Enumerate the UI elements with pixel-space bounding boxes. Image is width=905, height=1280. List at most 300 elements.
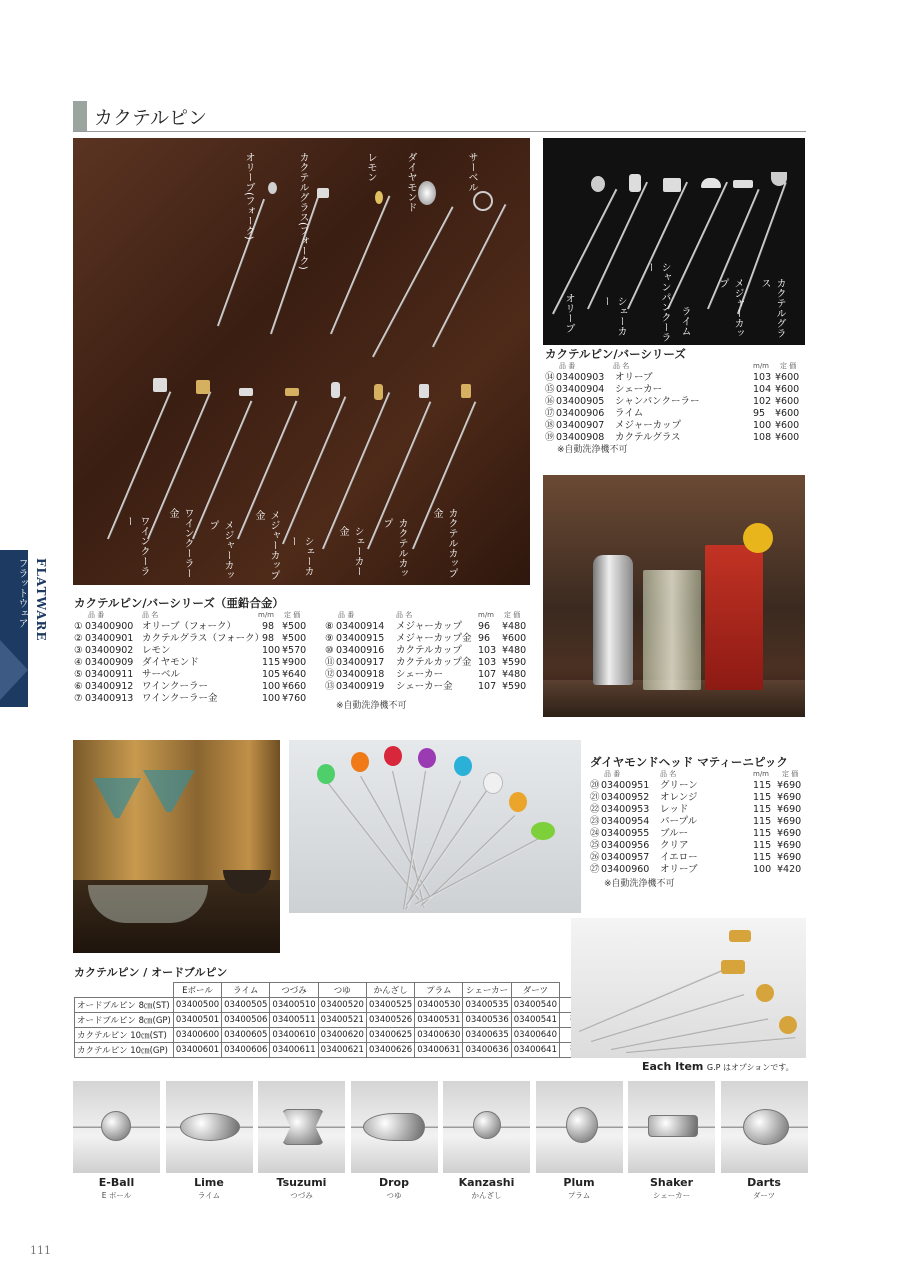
tab-label-jp: フラットウェア xyxy=(16,558,27,628)
hdr-code: 品 番 xyxy=(604,770,621,778)
head-name-en: Darts xyxy=(747,1176,781,1189)
head-name-jp: ダーツ xyxy=(752,1191,776,1200)
product-code: 03400956 xyxy=(601,840,650,851)
row-number: ⑩ xyxy=(325,645,334,656)
product-name: シェーカー xyxy=(615,384,663,395)
head-photo-e-ball xyxy=(73,1081,160,1173)
product-code: 03400635 xyxy=(463,1028,511,1043)
row-number: ⑬ xyxy=(325,681,335,692)
product-code: 03400505 xyxy=(222,998,270,1013)
darts-gold-head-icon xyxy=(729,930,751,942)
column-header: シェーカー xyxy=(463,983,511,998)
oad-table-wrap xyxy=(74,982,603,1058)
label-cocktail-glass-fork: カクテルグラス(フォーク) xyxy=(297,152,308,270)
row-number: ⑲ xyxy=(545,432,555,443)
product-name: サーベル xyxy=(142,669,181,680)
column-header: かんざし xyxy=(366,983,414,998)
row-number: ⑭ xyxy=(545,372,555,383)
spec-row xyxy=(590,816,808,828)
product-code: 03400511 xyxy=(270,1013,318,1028)
label-lime: ライム xyxy=(679,306,690,336)
label-cocktail-cup-gold: カクテルカップ金 xyxy=(431,508,457,578)
product-code: 03400917 xyxy=(336,657,385,668)
hdr-mm: m/m xyxy=(753,362,769,370)
price: ¥590 xyxy=(502,657,527,668)
row-label: オードブルピン 8㎝(ST) xyxy=(75,998,174,1013)
label-saber: サーベル xyxy=(466,152,477,192)
head-name-jp: つゆ xyxy=(386,1191,402,1200)
spec-row xyxy=(74,693,534,705)
diamond-picks-photo xyxy=(289,740,581,913)
hdr-mm-left: m/m xyxy=(258,611,274,619)
length-mm: 104 xyxy=(753,384,772,395)
product-code: 03400913 xyxy=(85,693,134,704)
product-code: 03400605 xyxy=(222,1028,270,1043)
title-underline xyxy=(73,131,806,132)
product-name: オリーブ（フォーク） xyxy=(142,621,237,632)
row-number: ⑯ xyxy=(545,396,555,407)
martini-glass-right xyxy=(143,770,195,812)
champagne-cooler-head-icon xyxy=(663,178,681,192)
zinc-series-title: カクテルピン/バーシリーズ（亜鉛合金） xyxy=(74,596,284,610)
length-mm: 100 xyxy=(753,864,772,875)
product-code: 03400536 xyxy=(463,1013,511,1028)
product-code: 03400530 xyxy=(415,998,463,1013)
product-name: レモン xyxy=(142,645,171,656)
product-name: レッド xyxy=(660,804,689,815)
spec-row xyxy=(590,852,808,864)
hdr-price: 定 価 xyxy=(780,362,797,370)
spec-row xyxy=(545,420,807,432)
bar-scene-photo xyxy=(543,475,805,717)
olive-head-icon xyxy=(268,182,277,194)
length-mm: 108 xyxy=(753,432,772,443)
length-mm: 96 xyxy=(478,621,491,632)
row-number: ③ xyxy=(74,645,83,656)
head-name-jp: ライム xyxy=(197,1191,221,1200)
e-ball-head-icon xyxy=(101,1111,131,1141)
product-code: 03400631 xyxy=(415,1043,463,1058)
spec-row xyxy=(590,864,808,876)
product-code: 03400914 xyxy=(336,621,385,632)
product-code: 03400500 xyxy=(173,998,221,1013)
length-mm: 115 xyxy=(753,852,772,863)
price: ¥590 xyxy=(502,681,527,692)
zinc-series-spec xyxy=(74,597,534,705)
product-name: シャンパンクーラー xyxy=(615,396,700,407)
purple-gem-icon xyxy=(418,748,436,768)
price: ¥570 xyxy=(282,645,307,656)
head-photo-lime xyxy=(166,1081,253,1173)
label-champagne-cooler: シャンパンクーラー xyxy=(644,262,670,342)
hdr-code: 品 番 xyxy=(559,362,576,370)
length-mm: 95 xyxy=(753,408,766,419)
hdr-name-right: 品 名 xyxy=(396,611,413,619)
product-name: イエロー xyxy=(660,852,698,863)
product-code: 03400918 xyxy=(336,669,385,680)
product-code: 03400951 xyxy=(601,780,650,791)
price: ¥690 xyxy=(777,804,802,815)
price: ¥600 xyxy=(502,633,527,644)
kanzashi-gold-head-icon xyxy=(779,1016,797,1034)
row-number: ⑨ xyxy=(325,633,334,644)
row-number: ⑳ xyxy=(590,780,600,791)
spec-row xyxy=(545,408,807,420)
length-mm: 115 xyxy=(753,816,772,827)
price: ¥600 xyxy=(775,372,800,383)
product-code: 03400625 xyxy=(366,1028,414,1043)
title-accent-bar xyxy=(73,101,87,131)
length-mm: 100 xyxy=(753,420,772,431)
product-code: 03400611 xyxy=(270,1043,318,1058)
page-title: カクテルピン xyxy=(94,107,208,129)
oad-row xyxy=(75,1013,603,1028)
blue-gem-icon xyxy=(454,756,472,776)
length-mm: 103 xyxy=(753,372,772,383)
hdr-price-right: 定 価 xyxy=(504,611,521,619)
martini-glass-left xyxy=(93,778,141,818)
zinc-series-header xyxy=(74,609,534,621)
spec-row xyxy=(74,657,534,669)
product-code: 03400909 xyxy=(85,657,134,668)
bar-series-note: ※自動洗浄機不可 xyxy=(557,445,628,455)
product-code: 03400912 xyxy=(85,681,134,692)
diamond-series-note: ※自動洗浄機不可 xyxy=(604,879,675,889)
product-name: ワインクーラー xyxy=(142,681,209,692)
product-code: 03400521 xyxy=(318,1013,366,1028)
yellow-gem-icon xyxy=(509,792,527,812)
product-code: 03400620 xyxy=(318,1028,366,1043)
price: ¥600 xyxy=(775,420,800,431)
spec-row xyxy=(545,396,807,408)
product-code: 03400626 xyxy=(366,1043,414,1058)
hdr-code-right: 品 番 xyxy=(338,611,355,619)
row-number: ㉕ xyxy=(590,840,600,851)
row-number: ㉒ xyxy=(590,804,600,815)
product-code: 03400903 xyxy=(556,372,605,383)
cocktail-cup-head-icon xyxy=(419,384,429,398)
corner-cell xyxy=(75,983,174,998)
bar-series-spec xyxy=(545,348,807,456)
label-measure-cup: メジャーカップ xyxy=(717,278,743,338)
product-code: 03400952 xyxy=(601,792,650,803)
product-code: 03400506 xyxy=(222,1013,270,1028)
product-code: 03400919 xyxy=(336,681,385,692)
shaker-gold-head-icon xyxy=(374,384,383,400)
product-name: ライム xyxy=(615,408,644,419)
bar-series-photo xyxy=(543,138,805,345)
measure-cup-head-icon xyxy=(239,388,253,396)
column-header: ライム xyxy=(222,983,270,998)
price: ¥480 xyxy=(502,669,527,680)
length-mm: 102 xyxy=(753,396,772,407)
product-name: ワインクーラー金 xyxy=(142,693,218,704)
price: ¥690 xyxy=(777,792,802,803)
pick-olive xyxy=(415,838,540,905)
spec-row xyxy=(74,633,534,645)
label-diamond: ダイヤモンド xyxy=(405,152,416,212)
product-name: グリーン xyxy=(660,780,698,791)
label-measure-cup-gold: メジャーカップ金 xyxy=(253,510,279,580)
row-number: ④ xyxy=(74,657,83,668)
length-mm: 100 xyxy=(262,645,281,656)
spec-row xyxy=(74,681,534,693)
product-code: 03400907 xyxy=(556,420,605,431)
clear-gem-icon xyxy=(483,772,503,794)
olive-gem-icon xyxy=(531,822,555,840)
product-code: 03400911 xyxy=(85,669,134,680)
head-photo-tsuzumi xyxy=(258,1081,345,1173)
measure-cup-head-icon xyxy=(733,180,753,188)
product-name: シェーカー xyxy=(396,669,444,680)
row-number: ㉗ xyxy=(590,864,600,875)
product-name: オレンジ xyxy=(660,792,698,803)
head-name-jp: つづみ xyxy=(290,1191,313,1200)
product-code: 03400916 xyxy=(336,645,385,656)
lemon-head-icon xyxy=(375,191,383,204)
length-mm: 96 xyxy=(478,633,491,644)
row-label: カクテルピン 10㎝(GP) xyxy=(75,1043,174,1058)
hdr-code-left: 品 番 xyxy=(88,611,105,619)
head-name-jp: プラム xyxy=(567,1191,591,1200)
product-code: 03400540 xyxy=(511,998,559,1013)
label-olive-fork: オリーブ(フォーク) xyxy=(243,152,254,240)
shaker-head-icon xyxy=(629,174,641,192)
head-photo-drop xyxy=(351,1081,438,1173)
length-mm: 98 xyxy=(262,633,275,644)
product-code: 03400630 xyxy=(415,1028,463,1043)
red-cocktail-glass xyxy=(705,545,763,690)
pin-kanzashi-gold xyxy=(626,1036,796,1053)
product-name: オリーブ xyxy=(615,372,653,383)
product-code: 03400641 xyxy=(511,1043,559,1058)
label-lemon: レモン xyxy=(365,152,376,182)
cocktail-shaker xyxy=(593,555,633,685)
e-ball-gold-head-icon xyxy=(756,984,774,1002)
head-name-en: Lime xyxy=(194,1176,224,1189)
page-number: 111 xyxy=(30,1244,51,1257)
label-shaker-gold: シェーカー金 xyxy=(337,526,363,576)
row-number: ㉔ xyxy=(590,828,600,839)
spec-row xyxy=(545,432,807,444)
product-code: 03400636 xyxy=(463,1043,511,1058)
length-mm: 107 xyxy=(478,669,497,680)
head-name-jp: かんざし xyxy=(471,1191,502,1200)
head-name-jp: シェーカー xyxy=(652,1191,691,1200)
price: ¥900 xyxy=(282,657,307,668)
saber-head-icon xyxy=(473,191,493,211)
head-photo-kanzashi xyxy=(443,1081,530,1173)
product-code: 03400526 xyxy=(366,1013,414,1028)
head-name-en: Plum xyxy=(563,1176,595,1189)
spec-row xyxy=(590,804,808,816)
length-mm: 115 xyxy=(262,657,281,668)
column-header: プラム xyxy=(415,983,463,998)
price: ¥690 xyxy=(777,852,802,863)
product-code: 03400906 xyxy=(556,408,605,419)
tab-decoration xyxy=(0,640,28,700)
lime-head-icon xyxy=(180,1113,240,1141)
spec-row xyxy=(545,384,807,396)
head-name-en: Shaker xyxy=(649,1176,694,1189)
product-code: 03400606 xyxy=(222,1043,270,1058)
product-name: カクテルカップ xyxy=(396,645,462,656)
product-name: メジャーカップ金 xyxy=(396,633,472,644)
product-code: 03400901 xyxy=(85,633,134,644)
product-name: シェーカー金 xyxy=(396,681,453,692)
product-code: 03400621 xyxy=(318,1043,366,1058)
oad-row xyxy=(75,1028,603,1043)
price: ¥420 xyxy=(777,864,802,875)
column-header: Eボール xyxy=(173,983,221,998)
row-number: ㉓ xyxy=(590,816,600,827)
product-name: クリア xyxy=(660,840,689,851)
length-mm: 115 xyxy=(753,804,772,815)
measure-cup-gold-head-icon xyxy=(285,388,299,396)
shaker-head-icon xyxy=(331,382,340,398)
row-number: ⑫ xyxy=(325,669,335,680)
each-item-bold: Each Item xyxy=(642,1060,704,1073)
spec-row xyxy=(74,645,534,657)
product-code: 03400510 xyxy=(270,998,318,1013)
hdr-mm: m/m xyxy=(753,770,769,778)
hdr-price: 定 価 xyxy=(782,770,799,778)
hdr-mm-right: m/m xyxy=(478,611,494,619)
pin-shaker xyxy=(282,396,346,544)
head-name-en: Tsuzumi xyxy=(276,1176,327,1189)
oad-table xyxy=(74,982,603,1058)
column-header: つづみ xyxy=(270,983,318,998)
row-number: ⑤ xyxy=(74,669,83,680)
diamond-series-spec xyxy=(590,756,808,890)
hdr-price-left: 定 価 xyxy=(284,611,301,619)
label-wine-cooler-gold: ワインクーラー金 xyxy=(167,508,193,578)
each-item-caption xyxy=(642,1060,794,1073)
price: ¥760 xyxy=(282,693,307,704)
wine-cooler-head-icon xyxy=(153,378,167,392)
spec-row xyxy=(545,372,807,384)
price: ¥690 xyxy=(777,840,802,851)
row-number: ⑧ xyxy=(325,621,334,632)
oad-series-title: カクテルピン / オードブルピン xyxy=(74,966,228,979)
hdr-name-left: 品 名 xyxy=(142,611,159,619)
product-code: 03400905 xyxy=(556,396,605,407)
row-number: ⑮ xyxy=(545,384,555,395)
product-code: 03400954 xyxy=(601,816,650,827)
hdr-name: 品 名 xyxy=(613,362,630,370)
product-code: 03400501 xyxy=(173,1013,221,1028)
head-photo-shaker xyxy=(628,1081,715,1173)
length-mm: 115 xyxy=(753,828,772,839)
wine-cooler-gold-head-icon xyxy=(196,380,210,394)
product-code: 03400601 xyxy=(173,1043,221,1058)
label-wine-cooler: ワインクーラー xyxy=(123,516,149,576)
row-number: ⑥ xyxy=(74,681,83,692)
product-name: オリーブ xyxy=(660,864,698,875)
product-code: 03400904 xyxy=(556,384,605,395)
glass-bowl xyxy=(88,885,208,923)
price: ¥640 xyxy=(282,669,307,680)
length-mm: 103 xyxy=(478,657,497,668)
spec-row xyxy=(590,840,808,852)
spec-row xyxy=(590,828,808,840)
length-mm: 100 xyxy=(262,681,281,692)
column-header: つゆ xyxy=(318,983,366,998)
price: ¥500 xyxy=(282,633,307,644)
head-name-jp: E ボール xyxy=(101,1191,132,1200)
product-code: 03400640 xyxy=(511,1028,559,1043)
product-code: 03400957 xyxy=(601,852,650,863)
cocktail-cup-gold-head-icon xyxy=(461,384,471,398)
red-gem-icon xyxy=(384,746,402,766)
price: ¥660 xyxy=(282,681,307,692)
zinc-series-note: ※自動洗浄機不可 xyxy=(336,701,407,711)
mojito-glass xyxy=(643,570,701,690)
head-photo-plum xyxy=(536,1081,623,1173)
price: ¥480 xyxy=(502,645,527,656)
darts-head-icon xyxy=(743,1109,789,1145)
product-code: 03400908 xyxy=(556,432,605,443)
product-name: メジャーカップ xyxy=(396,621,463,632)
row-number: ⑦ xyxy=(74,693,83,704)
product-code: 03400900 xyxy=(85,621,134,632)
label-shaker: シェーカー xyxy=(287,536,313,576)
oad-pins-photo xyxy=(571,918,806,1058)
head-photo-darts xyxy=(721,1081,808,1173)
bar-series-title: カクテルピン/バーシリーズ xyxy=(545,347,686,361)
product-code: 03400525 xyxy=(366,998,414,1013)
length-mm: 115 xyxy=(753,780,772,791)
price: ¥600 xyxy=(775,432,800,443)
label-cocktail-glass: カクテルグラス xyxy=(759,278,785,338)
length-mm: 100 xyxy=(262,693,281,704)
zinc-series-photo xyxy=(73,138,530,585)
price: ¥690 xyxy=(777,780,802,791)
length-mm: 115 xyxy=(753,840,772,851)
label-measure-cup: メジャーカップ xyxy=(207,520,233,580)
diamond-head-icon xyxy=(418,181,436,205)
product-code: 03400535 xyxy=(463,998,511,1013)
product-code: 03400955 xyxy=(601,828,650,839)
price: ¥480 xyxy=(502,621,527,632)
length-mm: 115 xyxy=(753,792,772,803)
product-name: カクテルカップ金 xyxy=(396,657,472,668)
pin-shaker-gold xyxy=(591,993,745,1042)
shaker-head-icon xyxy=(648,1115,698,1137)
hdr-name: 品 名 xyxy=(660,770,677,778)
price: ¥690 xyxy=(777,816,802,827)
oad-row xyxy=(75,1043,603,1058)
product-code: 03400960 xyxy=(601,864,650,875)
row-number: ㉖ xyxy=(590,852,600,863)
plum-head-icon xyxy=(566,1107,598,1143)
product-code: 03400902 xyxy=(85,645,134,656)
lime-slice xyxy=(743,523,773,553)
pin-shaker xyxy=(587,182,648,310)
product-name: パープル xyxy=(660,816,698,827)
product-code: 03400953 xyxy=(601,804,650,815)
lime-head-icon xyxy=(701,178,721,188)
each-item-note: G.P はオプションです。 xyxy=(706,1063,794,1072)
row-number: ② xyxy=(74,633,83,644)
product-name: メジャーカップ xyxy=(615,420,682,431)
length-mm: 103 xyxy=(478,645,497,656)
product-code: 03400610 xyxy=(270,1028,318,1043)
row-label: カクテルピン 10㎝(ST) xyxy=(75,1028,174,1043)
product-code: 03400520 xyxy=(318,998,366,1013)
shaker-gold-head-icon xyxy=(721,960,745,974)
product-name: ダイヤモンド xyxy=(142,657,199,668)
